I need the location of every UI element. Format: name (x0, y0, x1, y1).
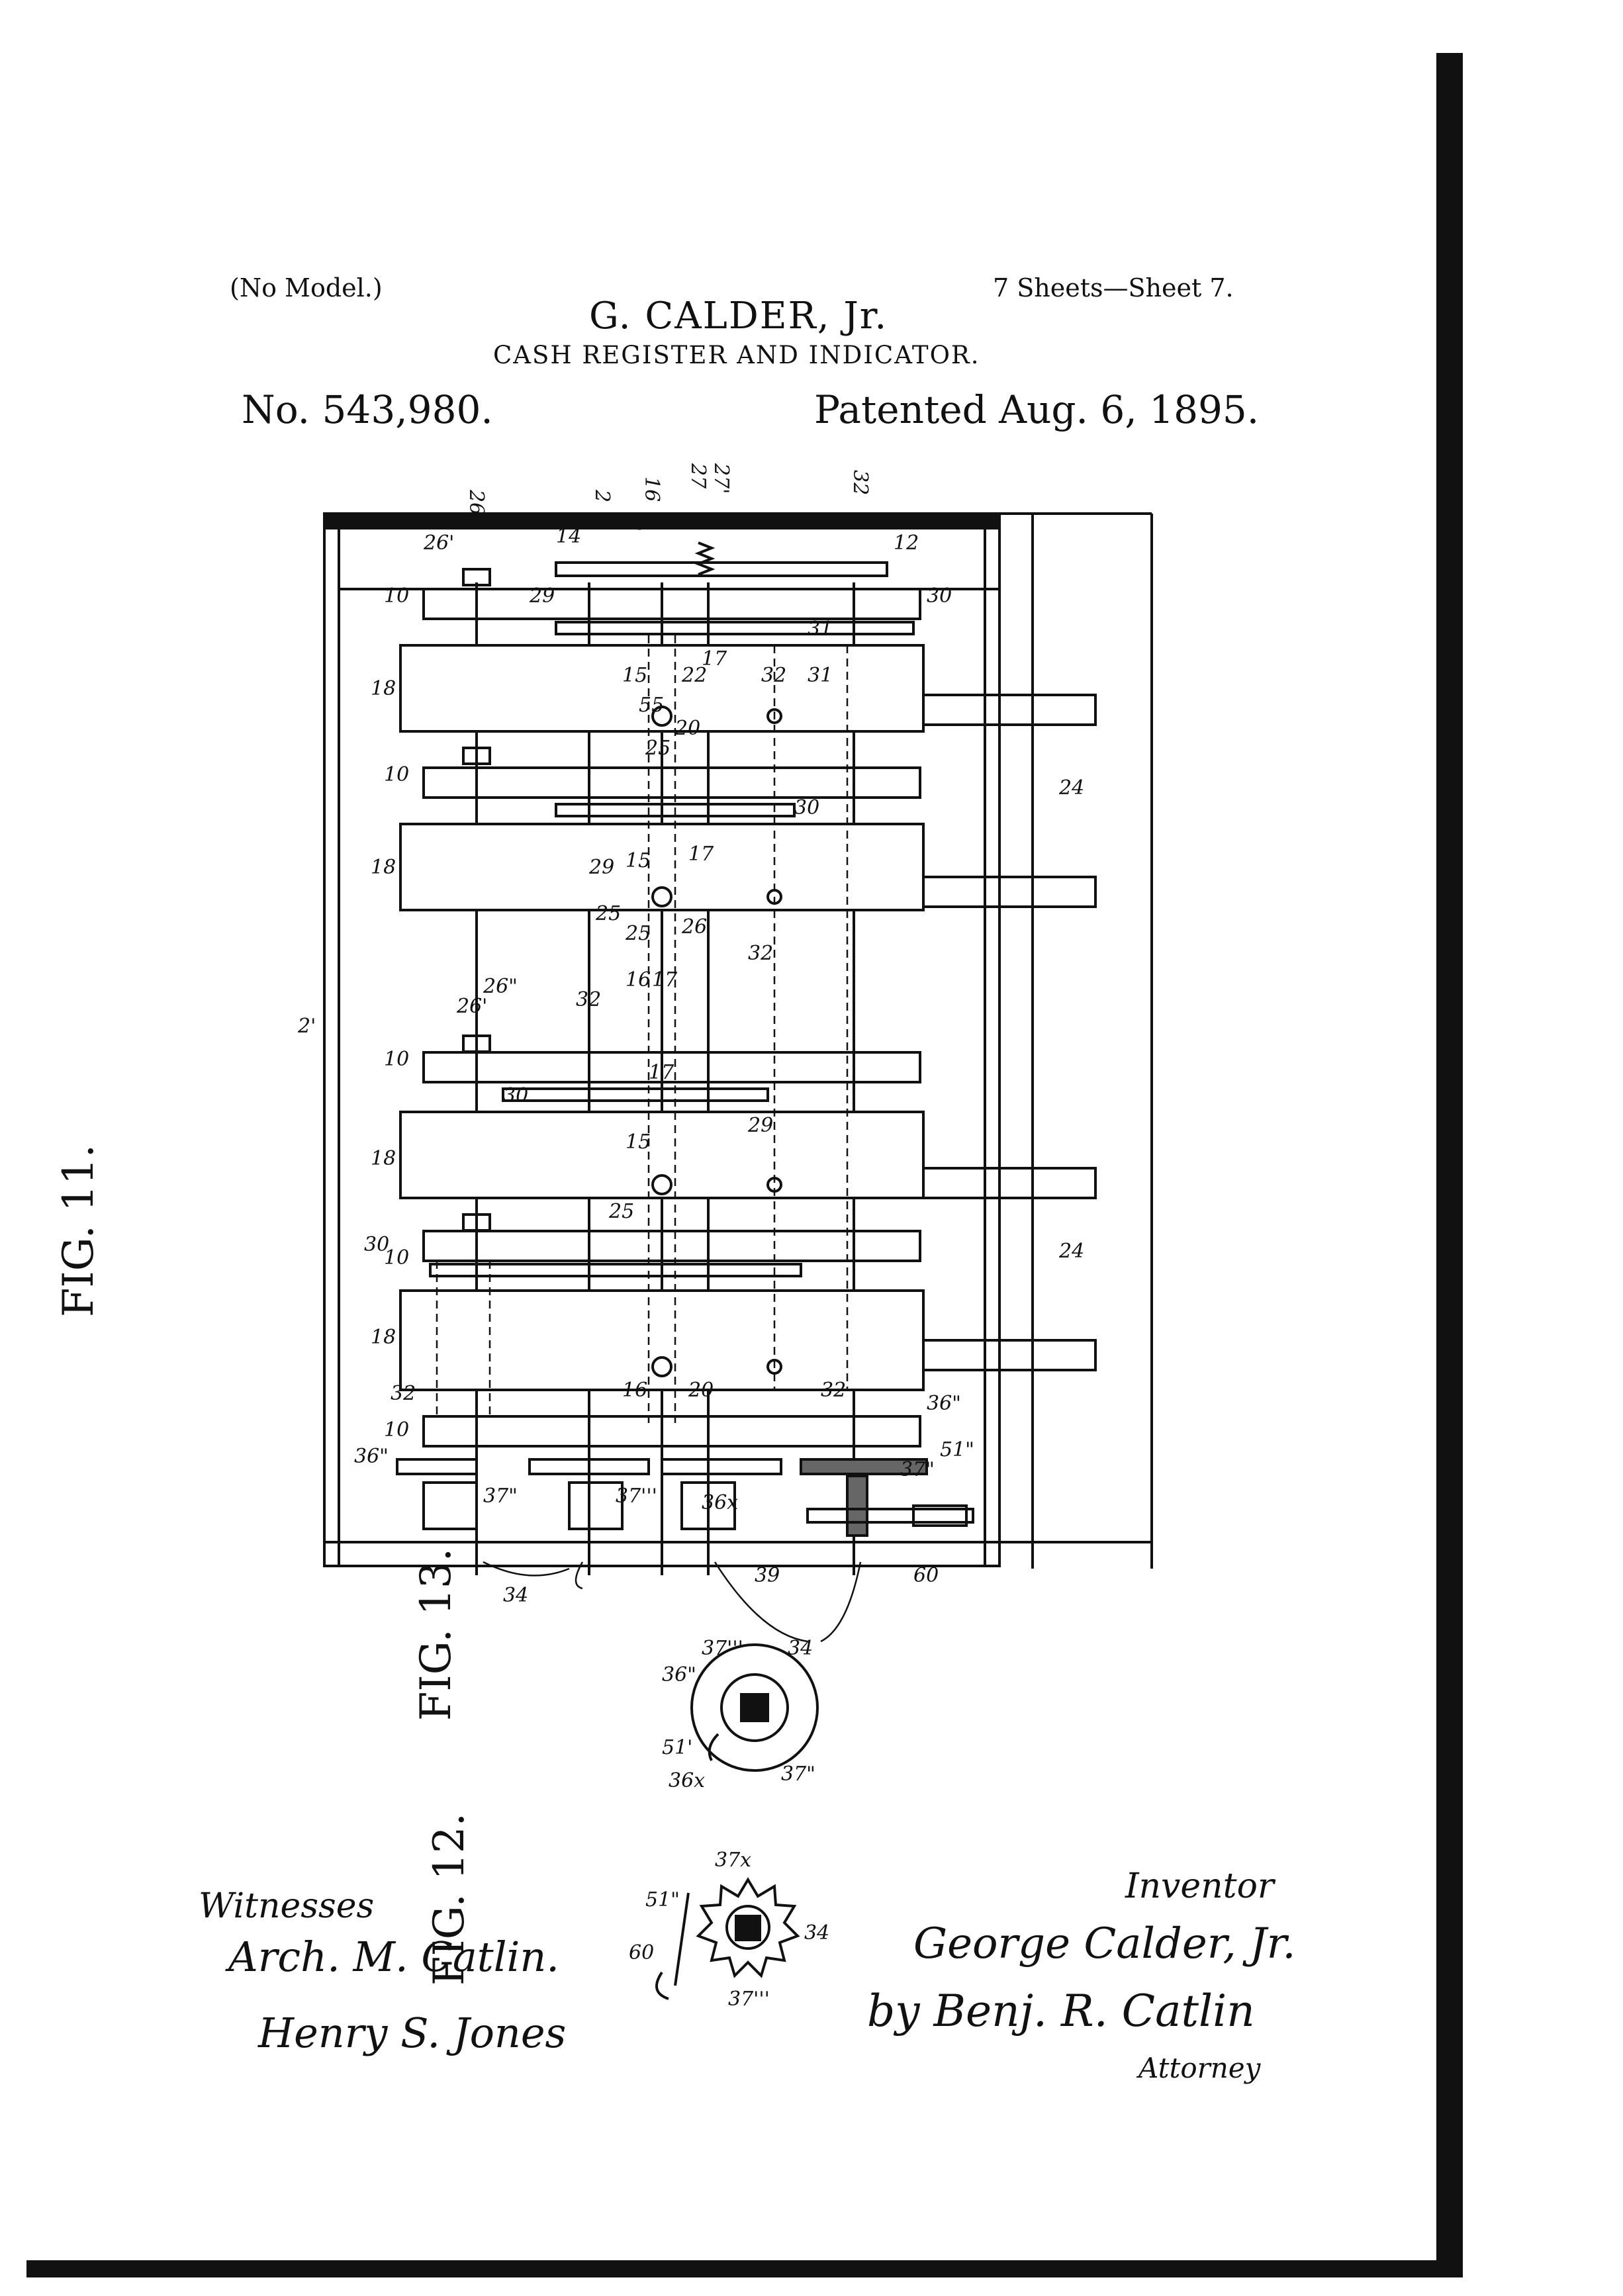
invention-title: CASH REGISTER AND INDICATOR. (493, 341, 980, 369)
ref-34b: 34 (788, 1637, 813, 1660)
ref-10b: 10 (384, 763, 410, 786)
ref-25c: 25 (626, 922, 651, 945)
ref-37pp-b: 37" (900, 1458, 935, 1481)
ref-20: 20 (675, 717, 701, 740)
ref-36pp-b: 36" (354, 1445, 389, 1468)
ref-3: 3 (768, 512, 781, 535)
ref-60: 60 (913, 1564, 939, 1587)
ref-17: 17 (702, 647, 727, 670)
ref-15d: 15 (626, 1130, 651, 1154)
ref-55: 55 (639, 694, 665, 717)
ref-51pp-b: 51" (645, 1888, 680, 1911)
fig-13-label: FIG. 13. (412, 1548, 461, 1721)
ref-16: 16 (640, 477, 663, 502)
ref-15: 15 (622, 512, 648, 535)
ref-18c: 18 (371, 1147, 396, 1170)
patent-number: No. 543,980. (242, 387, 493, 432)
witness-signature-1: Arch. M. Catlin. (228, 1933, 559, 1981)
witness-signature-2: Henry S. Jones (258, 2009, 567, 2057)
ref-29b: 29 (589, 856, 615, 879)
ref-10: 10 (384, 584, 410, 608)
ref-51pp: 51" (940, 1438, 974, 1461)
ref-26p-b: 26' (457, 995, 488, 1018)
fig-11-label: FIG. 11. (54, 1144, 103, 1317)
ref-39: 39 (755, 1564, 780, 1587)
ref-34: 34 (503, 1584, 529, 1607)
ref-30: 30 (927, 584, 952, 608)
ref-27p: 27' (710, 463, 733, 494)
ref-15b: 15 (622, 664, 648, 687)
ref-32f: 32 (821, 1379, 847, 1402)
ref-20b: 20 (688, 1379, 714, 1402)
ref-30d: 30 (364, 1233, 390, 1256)
attorney-label: Attorney (1138, 2052, 1261, 2084)
ref-32c: 32 (748, 942, 774, 965)
ref-2p: 2' (298, 1015, 316, 1038)
inventor-signature: George Calder, Jr. (913, 1919, 1296, 1968)
ref-37pp-c: 37" (781, 1763, 815, 1786)
ref-37pp: 37" (483, 1485, 518, 1508)
ref-30c: 30 (503, 1084, 529, 1107)
ref-36x-b: 36x (669, 1769, 706, 1792)
ref-32b: 32 (761, 664, 787, 687)
leader-lines (483, 1562, 860, 1641)
ref-10e: 10 (384, 1418, 410, 1442)
fig-12-label: FIG. 12. (425, 1813, 474, 1986)
ref-36x: 36x (702, 1491, 739, 1514)
ref-26p: 26' (424, 531, 455, 555)
ref-25b: 25 (596, 902, 622, 925)
ref-17c: 17 (652, 968, 678, 991)
inventor-label: Inventor (1125, 1866, 1274, 1906)
ref-17b: 17 (688, 843, 714, 866)
ref-32-top: 32 (849, 470, 872, 496)
ref-10d: 10 (384, 1246, 410, 1269)
ref-16b: 16 (626, 968, 651, 991)
sheet-count: 7 Sheets—Sheet 7. (993, 273, 1234, 302)
ref-12: 12 (894, 531, 919, 555)
no-model-label: (No Model.) (230, 273, 383, 302)
ref-25: 25 (645, 737, 671, 760)
ref-10c: 10 (384, 1048, 410, 1071)
ref-32d: 32 (576, 988, 602, 1011)
ref-24b: 24 (1059, 1240, 1085, 1263)
ref-51p: 51' (662, 1736, 693, 1759)
ref-30b: 30 (794, 796, 820, 819)
ref-16c: 16 (622, 1379, 648, 1402)
ref-37ppp: 37''' (616, 1485, 657, 1508)
ref-31b: 31 (808, 664, 833, 687)
attorney-signature: by Benj. R. Catlin (867, 1986, 1255, 2037)
ref-60b: 60 (629, 1941, 655, 1964)
ref-17d: 17 (649, 1061, 674, 1084)
ref-37x: 37x (715, 1849, 752, 1872)
ref-29c: 29 (748, 1114, 774, 1137)
ref-26pp-b: 26" (483, 975, 518, 998)
ref-18b: 18 (371, 856, 396, 879)
ref-14: 14 (556, 525, 582, 548)
ref-34c: 34 (804, 1921, 830, 1945)
ref-18: 18 (371, 677, 396, 700)
fig13-ratchet (692, 1645, 817, 1770)
ref-27: 27 (686, 463, 710, 489)
ref-26pp: 26" (465, 490, 488, 524)
ref-25d: 25 (609, 1200, 635, 1223)
ref-37ppp-b: 37''' (702, 1637, 743, 1660)
witnesses-label: Witnesses (199, 1886, 375, 1926)
ref-15c: 15 (626, 849, 651, 872)
ref-22: 22 (682, 664, 708, 687)
ref-36pp-c: 36" (662, 1663, 696, 1686)
ref-2: 2 (590, 490, 614, 503)
ref-24: 24 (1059, 776, 1085, 800)
ref-31: 31 (808, 618, 833, 641)
ref-26: 26 (682, 915, 708, 939)
spring-27 (698, 543, 712, 574)
ref-32e: 32 (391, 1382, 416, 1405)
ref-36pp: 36" (927, 1392, 961, 1415)
ref-18d: 18 (371, 1326, 396, 1349)
ref-37ppp-c: 37''' (728, 1988, 770, 2011)
inventor-heading: G. CALDER, Jr. (589, 295, 888, 338)
patent-date: Patented Aug. 6, 1895. (814, 387, 1260, 432)
ref-29: 29 (530, 584, 555, 608)
